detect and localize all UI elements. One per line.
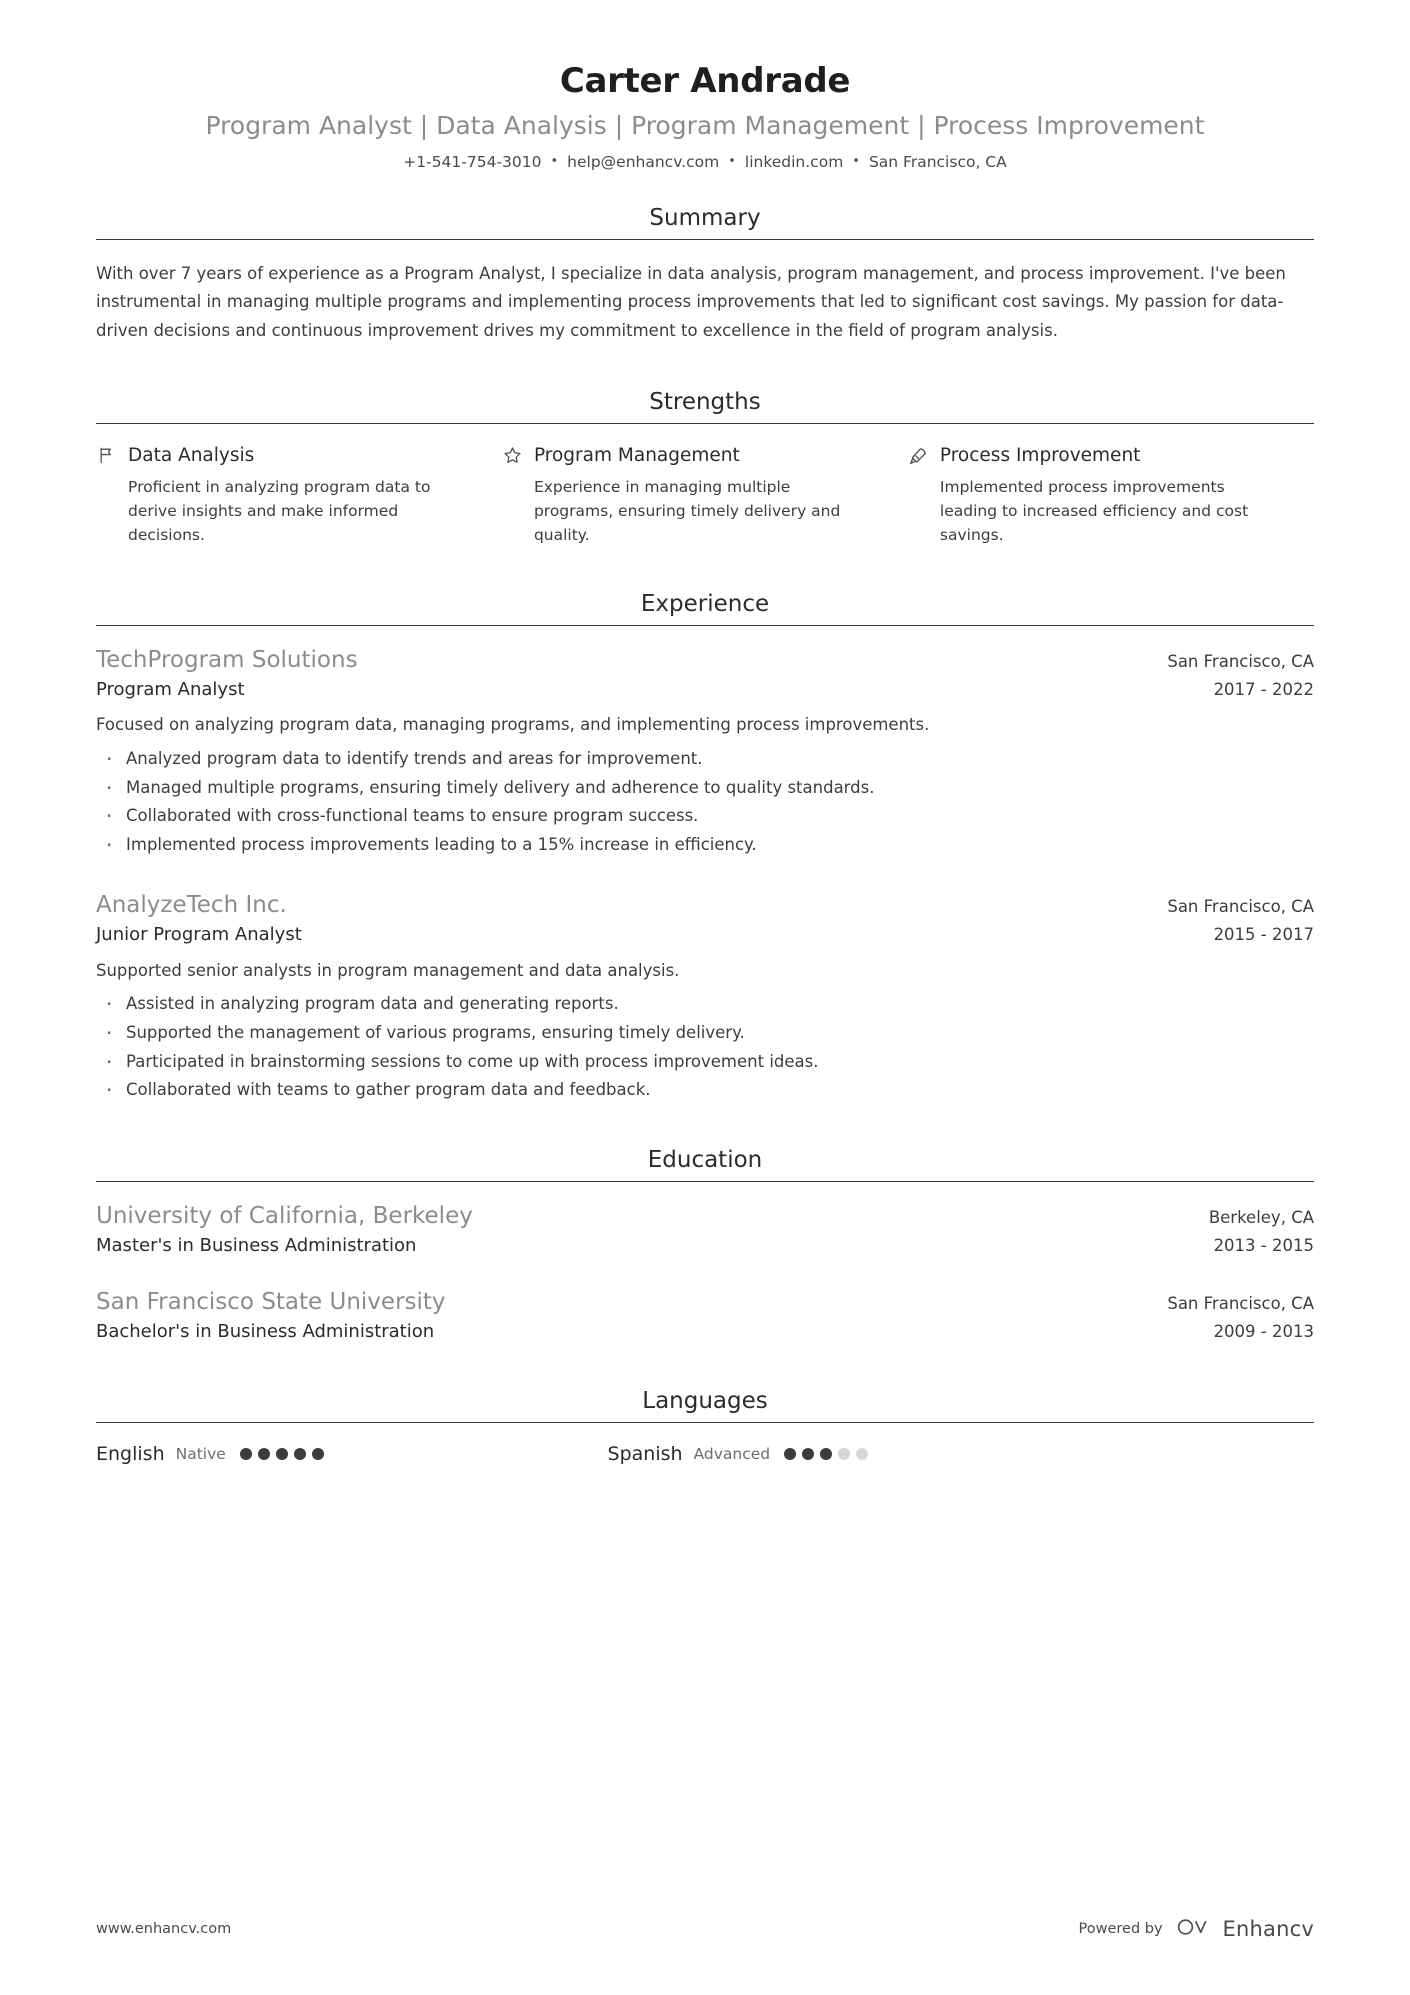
education-section-title: Education (647, 1146, 763, 1173)
experience-role: Program Analyst (96, 679, 245, 701)
experience-location: San Francisco, CA (1167, 897, 1314, 917)
experience-bullet: · Participated in brainstorming sessions to come up with process improvement ideas. (96, 1049, 1314, 1075)
languages-divider (96, 1422, 1314, 1423)
experience-role: Junior Program Analyst (96, 924, 302, 946)
experience-entry (96, 646, 1314, 857)
enhancv-logo-icon (1175, 1915, 1215, 1943)
education-entry-row (96, 1202, 1314, 1232)
education-degree: Bachelor's in Business Administration (96, 1320, 435, 1342)
experience-dates: 2017 - 2022 (1213, 680, 1314, 700)
contact-separator-3: • (852, 153, 860, 169)
experience-bullets (96, 746, 1314, 857)
education-location: San Francisco, CA (1167, 1293, 1314, 1313)
summary-section (96, 205, 1314, 345)
experience-bullet: · Collaborated with teams to gather program data and feedback. (96, 1077, 1314, 1103)
experience-summary: Supported senior analysts in program management and data analysis. (96, 960, 680, 980)
education-degree: Master's in Business Administration (96, 1234, 417, 1256)
experience-summary: Focused on analyzing program data, managing programs, and implementing process improvements. (96, 715, 930, 735)
summary-text: With over 7 years of experience as a Program Analyst, I specialize in data analysis, program management, and process improvement. I've been instrumental in managing multiple programs and implementing process improvements that led to significant cost savings. My passion for data-driven decisions and continuous improvement drives my commitment to excellence in the field of program analysis. (96, 264, 1286, 340)
experience-bullet: · Assisted in analyzing program data and generating reports. (96, 991, 1314, 1017)
contact-separator-2: • (728, 153, 736, 169)
strength-header (502, 444, 864, 466)
language-name: Spanish (607, 1443, 683, 1466)
education-institution: San Francisco State University (96, 1288, 446, 1315)
language-name: English (96, 1443, 165, 1466)
brand-name: Enhancv (1222, 1917, 1314, 1941)
rating-dot (784, 1448, 796, 1460)
star-icon (502, 444, 524, 466)
rating-dot (258, 1448, 270, 1460)
flag-icon (96, 444, 118, 466)
experience-bullet: · Managed multiple programs, ensuring timely delivery and adherence to quality standards. (96, 775, 1314, 801)
education-entry-subrow (96, 1232, 1314, 1258)
language-item (96, 1443, 608, 1465)
languages-section-title: Languages (642, 1388, 768, 1415)
experience-organization: AnalyzeTech Inc. (96, 892, 287, 919)
experience-location: San Francisco, CA (1167, 652, 1314, 672)
education-entry (96, 1288, 1314, 1344)
contact-separator-1: • (550, 153, 559, 169)
rating-dot (802, 1448, 814, 1460)
language-level: Native (175, 1445, 226, 1464)
strengths-section (96, 389, 1314, 547)
strength-item (908, 444, 1314, 547)
rocket-icon (908, 444, 930, 466)
experience-entry-row (96, 891, 1314, 921)
rating-dot (276, 1448, 288, 1460)
candidate-name: Carter Andrade (559, 61, 851, 101)
experience-bullets (96, 991, 1314, 1102)
education-dates: 2009 - 2013 (1213, 1321, 1314, 1341)
education-dates: 2013 - 2015 (1213, 1235, 1314, 1255)
experience-entry-subrow (96, 921, 1314, 947)
strength-description: Experience in managing multiple programs, ensuring timely delivery and quality. (533, 478, 841, 545)
education-divider (96, 1181, 1314, 1182)
footer-website[interactable]: www.enhancv.com (96, 1921, 232, 1937)
contact-location: San Francisco, CA (868, 153, 1007, 172)
experience-bullet: · Implemented process improvements leading to a 15% increase in efficiency. (96, 832, 1314, 858)
strength-description: Proficient in analyzing program data to derive insights and make informed decisions. (128, 478, 431, 545)
rating-dot (838, 1448, 850, 1460)
rating-dot (240, 1448, 252, 1460)
strength-name: Program Management (533, 444, 740, 466)
education-entry (96, 1202, 1314, 1258)
resume-header (96, 62, 1314, 171)
contact-email[interactable]: help@enhancv.com (567, 153, 720, 172)
summary-section-title: Summary (649, 205, 761, 232)
contact-website[interactable]: linkedin.com (744, 153, 844, 172)
language-level: Advanced (693, 1445, 771, 1464)
experience-dates: 2015 - 2017 (1213, 925, 1314, 945)
page-footer (96, 1915, 1314, 1943)
experience-organization: TechProgram Solutions (96, 647, 358, 674)
contact-line (96, 153, 1314, 171)
strength-name: Data Analysis (128, 444, 255, 466)
rating-dot (312, 1448, 324, 1460)
experience-section (96, 591, 1314, 1102)
strength-item (502, 444, 908, 547)
strengths-grid (96, 444, 1314, 547)
brand-logo (1175, 1915, 1314, 1943)
education-section (96, 1147, 1314, 1344)
language-rating (784, 1448, 868, 1460)
languages-section (96, 1388, 1314, 1465)
strength-description: Implemented process improvements leading to increased efficiency and cost savings. (939, 478, 1249, 545)
education-entry-row (96, 1288, 1314, 1318)
summary-divider (96, 239, 1314, 240)
language-item (608, 1443, 1120, 1465)
rating-dot (856, 1448, 868, 1460)
education-entry-subrow (96, 1318, 1314, 1344)
rating-dot (294, 1448, 306, 1460)
experience-section-title: Experience (640, 591, 770, 618)
rating-dot (820, 1448, 832, 1460)
experience-entry (96, 891, 1314, 1102)
strength-header (908, 444, 1270, 466)
language-rating (240, 1448, 324, 1460)
powered-by-label: Powered by (1078, 1921, 1163, 1937)
strength-item (96, 444, 502, 547)
experience-bullet: · Collaborated with cross-functional teams to ensure program success. (96, 803, 1314, 829)
contact-phone: +1-541-754-3010 (403, 153, 542, 172)
education-institution: University of California, Berkeley (96, 1202, 473, 1229)
experience-entry-row (96, 646, 1314, 676)
education-location: Berkeley, CA (1208, 1207, 1314, 1227)
experience-divider (96, 625, 1314, 626)
strength-name: Process Improvement (939, 444, 1141, 466)
candidate-headline: Program Analyst | Data Analysis | Program Management | Process Improvement (205, 111, 1205, 141)
strength-header (96, 444, 458, 466)
experience-entry-subrow (96, 676, 1314, 702)
experience-bullet: · Supported the management of various programs, ensuring timely delivery. (96, 1020, 1314, 1046)
footer-branding (1079, 1915, 1315, 1943)
strengths-divider (96, 423, 1314, 424)
languages-grid (96, 1443, 1314, 1465)
experience-bullet: · Analyzed program data to identify trends and areas for improvement. (96, 746, 1314, 772)
strengths-section-title: Strengths (649, 389, 761, 416)
